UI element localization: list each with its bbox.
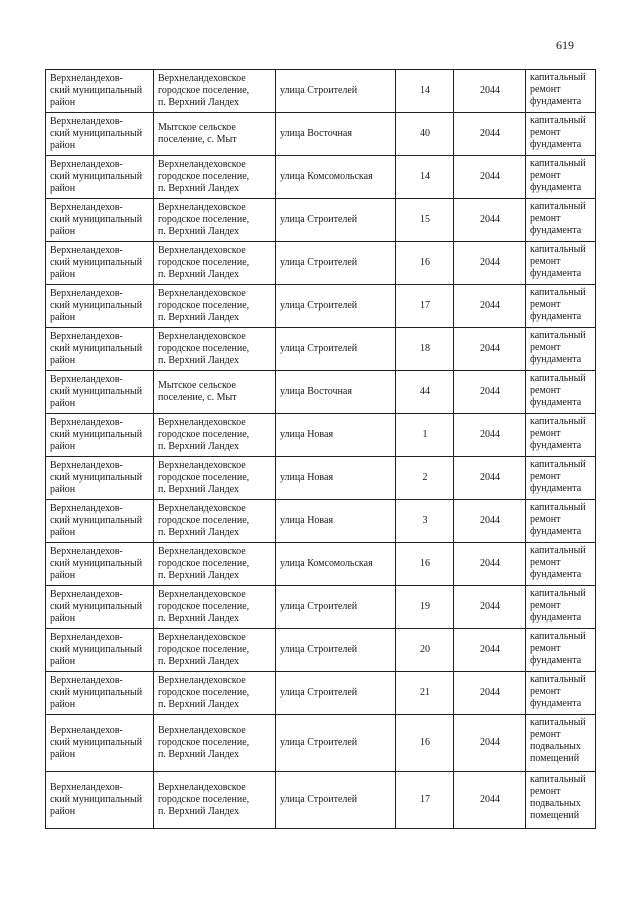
settlement-cell: Верхнеландеховское городское поселение, п. Верхний Ландех bbox=[154, 629, 276, 672]
work-type-cell: капитальный ремонт фундамента bbox=[526, 500, 596, 543]
work-type-cell: капитальный ремонт фундамента bbox=[526, 543, 596, 586]
settlement-cell: Верхнеландеховское городское поселение, п. Верхний Ландех bbox=[154, 414, 276, 457]
house-number-cell: 20 bbox=[396, 629, 454, 672]
district-cell: Верхнеландехов- ский муниципальный район bbox=[46, 543, 154, 586]
house-number-cell: 14 bbox=[396, 156, 454, 199]
work-type-cell: капитальный ремонт фундамента bbox=[526, 672, 596, 715]
table-row bbox=[46, 199, 596, 242]
street-cell: улица Строителей bbox=[276, 629, 396, 672]
table-row bbox=[46, 457, 596, 500]
year-cell: 2044 bbox=[454, 113, 526, 156]
settlement-cell: Верхнеландеховское городское поселение, п. Верхний Ландех bbox=[154, 672, 276, 715]
street-cell: улица Строителей bbox=[276, 772, 396, 829]
year-cell: 2044 bbox=[454, 500, 526, 543]
street-cell: улица Восточная bbox=[276, 371, 396, 414]
district-cell: Верхнеландехов- ский муниципальный район bbox=[46, 500, 154, 543]
street-cell: улица Комсомольская bbox=[276, 156, 396, 199]
year-cell: 2044 bbox=[454, 414, 526, 457]
house-number-cell: 19 bbox=[396, 586, 454, 629]
house-number-cell: 40 bbox=[396, 113, 454, 156]
district-cell: Верхнеландехов- ский муниципальный район bbox=[46, 629, 154, 672]
street-cell: улица Строителей bbox=[276, 715, 396, 772]
house-number-cell: 1 bbox=[396, 414, 454, 457]
house-number-cell: 16 bbox=[396, 715, 454, 772]
settlement-cell: Верхнеландеховское городское поселение, п. Верхний Ландех bbox=[154, 70, 276, 113]
district-cell: Верхнеландехов- ский муниципальный район bbox=[46, 414, 154, 457]
year-cell: 2044 bbox=[454, 285, 526, 328]
settlement-cell: Верхнеландеховское городское поселение, п. Верхний Ландех bbox=[154, 457, 276, 500]
work-type-cell: капитальный ремонт фундамента bbox=[526, 414, 596, 457]
settlement-cell: Верхнеландеховское городское поселение, п. Верхний Ландех bbox=[154, 543, 276, 586]
district-cell: Верхнеландехов- ский муниципальный район bbox=[46, 70, 154, 113]
table-row bbox=[46, 715, 596, 772]
district-cell: Верхнеландехов- ский муниципальный район bbox=[46, 586, 154, 629]
street-cell: улица Строителей bbox=[276, 328, 396, 371]
house-number-cell: 21 bbox=[396, 672, 454, 715]
house-number-cell: 44 bbox=[396, 371, 454, 414]
street-cell: улица Новая bbox=[276, 457, 396, 500]
page-number: 619 bbox=[556, 38, 574, 52]
year-cell: 2044 bbox=[454, 328, 526, 371]
district-cell: Верхнеландехов- ский муниципальный район bbox=[46, 199, 154, 242]
year-cell: 2044 bbox=[454, 672, 526, 715]
street-cell: улица Восточная bbox=[276, 113, 396, 156]
table-row bbox=[46, 242, 596, 285]
work-type-cell: капитальный ремонт фундамента bbox=[526, 113, 596, 156]
year-cell: 2044 bbox=[454, 371, 526, 414]
table-row bbox=[46, 629, 596, 672]
district-cell: Верхнеландехов- ский муниципальный район bbox=[46, 457, 154, 500]
house-number-cell: 18 bbox=[396, 328, 454, 371]
table-row bbox=[46, 672, 596, 715]
district-cell: Верхнеландехов- ский муниципальный район bbox=[46, 242, 154, 285]
year-cell: 2044 bbox=[454, 199, 526, 242]
district-cell: Верхнеландехов- ский муниципальный район bbox=[46, 772, 154, 829]
year-cell: 2044 bbox=[454, 70, 526, 113]
table-body bbox=[46, 70, 596, 829]
work-type-cell: капитальный ремонт фундамента bbox=[526, 156, 596, 199]
settlement-cell: Верхнеландеховское городское поселение, п. Верхний Ландех bbox=[154, 715, 276, 772]
table-row bbox=[46, 113, 596, 156]
work-type-cell: капитальный ремонт подвальных помещений bbox=[526, 772, 596, 829]
settlement-cell: Верхнеландеховское городское поселение, п. Верхний Ландех bbox=[154, 772, 276, 829]
house-number-cell: 17 bbox=[396, 772, 454, 829]
street-cell: улица Строителей bbox=[276, 70, 396, 113]
street-cell: улица Строителей bbox=[276, 285, 396, 328]
table-row bbox=[46, 70, 596, 113]
settlement-cell: Верхнеландеховское городское поселение, п. Верхний Ландех bbox=[154, 328, 276, 371]
year-cell: 2044 bbox=[454, 457, 526, 500]
street-cell: улица Новая bbox=[276, 414, 396, 457]
work-type-cell: капитальный ремонт фундамента bbox=[526, 371, 596, 414]
settlement-cell: Верхнеландеховское городское поселение, п. Верхний Ландех bbox=[154, 242, 276, 285]
house-number-cell: 17 bbox=[396, 285, 454, 328]
year-cell: 2044 bbox=[454, 772, 526, 829]
table-row bbox=[46, 156, 596, 199]
settlement-cell: Мытское сельское поселение, с. Мыт bbox=[154, 371, 276, 414]
year-cell: 2044 bbox=[454, 543, 526, 586]
work-type-cell: капитальный ремонт фундамента bbox=[526, 328, 596, 371]
district-cell: Верхнеландехов- ский муниципальный район bbox=[46, 371, 154, 414]
district-cell: Верхнеландехов- ский муниципальный район bbox=[46, 285, 154, 328]
table-row bbox=[46, 285, 596, 328]
house-number-cell: 14 bbox=[396, 70, 454, 113]
work-type-cell: капитальный ремонт фундамента bbox=[526, 242, 596, 285]
settlement-cell: Верхнеландеховское городское поселение, п. Верхний Ландех bbox=[154, 156, 276, 199]
settlement-cell: Верхнеландеховское городское поселение, п. Верхний Ландех bbox=[154, 199, 276, 242]
year-cell: 2044 bbox=[454, 629, 526, 672]
street-cell: улица Строителей bbox=[276, 199, 396, 242]
settlement-cell: Верхнеландеховское городское поселение, п. Верхний Ландех bbox=[154, 500, 276, 543]
work-type-cell: капитальный ремонт подвальных помещений bbox=[526, 715, 596, 772]
table-row bbox=[46, 586, 596, 629]
table-row bbox=[46, 543, 596, 586]
house-number-cell: 3 bbox=[396, 500, 454, 543]
work-type-cell: капитальный ремонт фундамента bbox=[526, 285, 596, 328]
table-row bbox=[46, 328, 596, 371]
settlement-cell: Верхнеландеховское городское поселение, п. Верхний Ландех bbox=[154, 586, 276, 629]
table-row bbox=[46, 500, 596, 543]
work-type-cell: капитальный ремонт фундамента bbox=[526, 70, 596, 113]
repair-schedule-table bbox=[45, 69, 596, 829]
year-cell: 2044 bbox=[454, 715, 526, 772]
table-row bbox=[46, 371, 596, 414]
district-cell: Верхнеландехов- ский муниципальный район bbox=[46, 328, 154, 371]
street-cell: улица Новая bbox=[276, 500, 396, 543]
street-cell: улица Строителей bbox=[276, 242, 396, 285]
work-type-cell: капитальный ремонт фундамента bbox=[526, 457, 596, 500]
year-cell: 2044 bbox=[454, 156, 526, 199]
table-row bbox=[46, 414, 596, 457]
district-cell: Верхнеландехов- ский муниципальный район bbox=[46, 715, 154, 772]
settlement-cell: Верхнеландеховское городское поселение, п. Верхний Ландех bbox=[154, 285, 276, 328]
street-cell: улица Строителей bbox=[276, 586, 396, 629]
street-cell: улица Комсомольская bbox=[276, 543, 396, 586]
work-type-cell: капитальный ремонт фундамента bbox=[526, 586, 596, 629]
year-cell: 2044 bbox=[454, 586, 526, 629]
street-cell: улица Строителей bbox=[276, 672, 396, 715]
work-type-cell: капитальный ремонт фундамента bbox=[526, 199, 596, 242]
table-row bbox=[46, 772, 596, 829]
house-number-cell: 16 bbox=[396, 242, 454, 285]
district-cell: Верхнеландехов- ский муниципальный район bbox=[46, 113, 154, 156]
year-cell: 2044 bbox=[454, 242, 526, 285]
settlement-cell: Мытское сельское поселение, с. Мыт bbox=[154, 113, 276, 156]
district-cell: Верхнеландехов- ский муниципальный район bbox=[46, 672, 154, 715]
district-cell: Верхнеландехов- ский муниципальный район bbox=[46, 156, 154, 199]
work-type-cell: капитальный ремонт фундамента bbox=[526, 629, 596, 672]
house-number-cell: 15 bbox=[396, 199, 454, 242]
house-number-cell: 16 bbox=[396, 543, 454, 586]
house-number-cell: 2 bbox=[396, 457, 454, 500]
